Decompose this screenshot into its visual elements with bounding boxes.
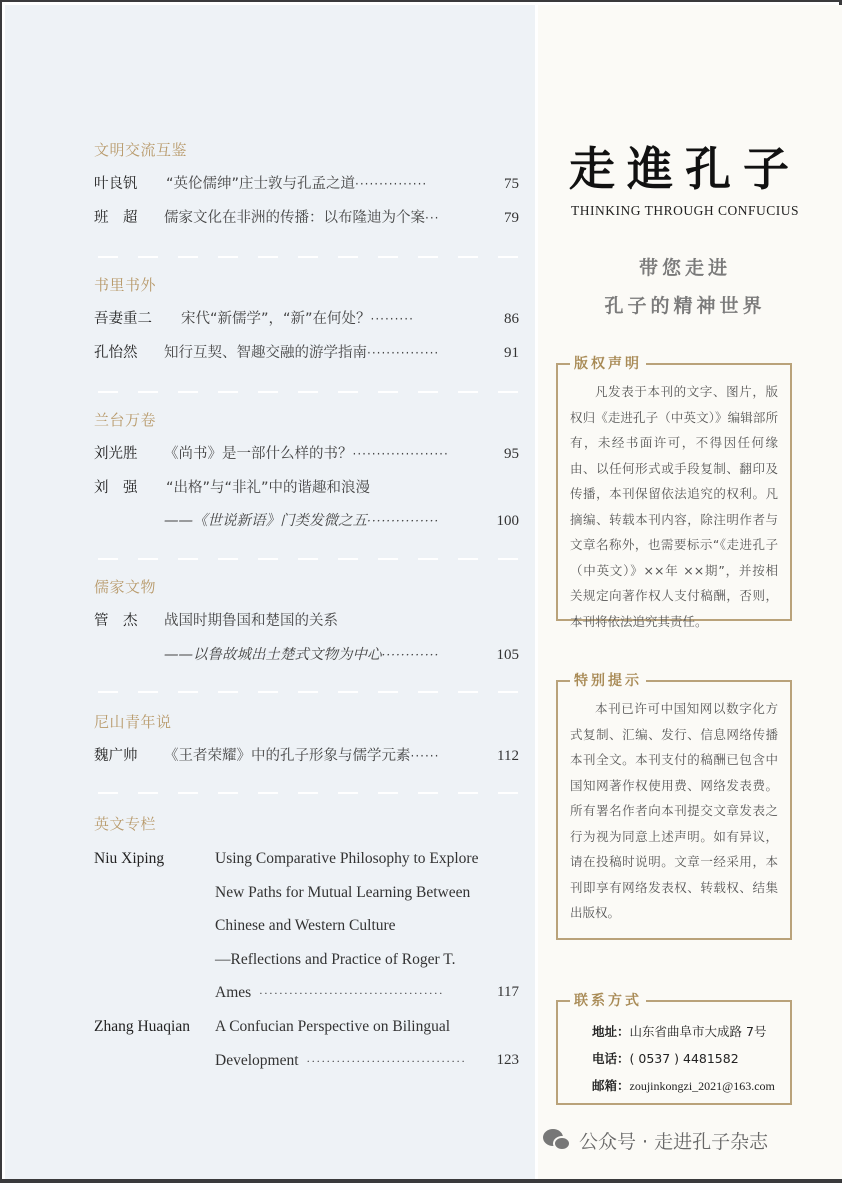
toc-section-english <box>94 812 519 1077</box>
leader-dots: ··············· <box>367 345 440 360</box>
entry-author: 叶良钒 <box>94 176 138 192</box>
leader-dots: ············ <box>381 647 440 662</box>
copyright-text: 凡发表于本刊的文字、图片，版权归《走进孔子（中英文）》编辑部所有，未经书面许可，不得因任何缘由、以任何形式或手段复制、翻印及传播，本刊保留依法追究的权利。凡摘编、转载本刊内容，除注明作者与文章名称外，也需要标示“《走进孔子（中英文）》××年 ××期”，并按相关规定向著作权人支付稿酬，否则，本刊将依法追究其责任。 <box>570 384 778 629</box>
entry-author: Zhang Huaqian <box>94 1017 190 1035</box>
entry-title: 宋代“新儒学”，“新”在何处？········· <box>181 311 414 327</box>
section-title: 儒家文物 <box>94 578 157 596</box>
entry-title: A Confucian Perspective on Bilingual <box>215 1017 451 1035</box>
entry-title: 《尚书》是一部什么样的书？···················· <box>164 446 449 462</box>
entry-title: Ames ····································· <box>215 984 444 1002</box>
entry-title: “出格”与“非礼”中的谐趣和浪漫 <box>166 479 371 496</box>
table-of-contents <box>5 5 530 1179</box>
entry-title: Chinese and Western Culture <box>215 917 396 935</box>
entry-page-number: 112 <box>497 748 519 764</box>
entry-title: Development ································ <box>215 1051 467 1069</box>
toc-section <box>94 273 519 370</box>
toc-entry[interactable] <box>94 202 519 236</box>
entry-page-number: 95 <box>504 446 519 462</box>
entry-page-number: 123 <box>496 1051 519 1068</box>
toc-entry[interactable] <box>94 1010 519 1044</box>
toc-section <box>94 710 519 774</box>
leader-dots: ······ <box>410 749 440 763</box>
section-title: 兰台万卷 <box>94 411 157 429</box>
entry-page-number: 117 <box>497 984 519 1001</box>
entry-title: 儒家文化在非洲的传播：以布隆迪为个案··· <box>164 209 440 226</box>
section-divider <box>98 256 518 258</box>
entry-title: 知行互契、智趣交融的游学指南··············· <box>164 344 440 361</box>
entry-author: 刘 强 <box>94 479 138 496</box>
contact-box <box>556 993 792 1105</box>
leader-dots: ········· <box>370 312 414 326</box>
entry-title: 战国时期鲁国和楚国的关系 <box>164 613 338 629</box>
toc-entry-subtitle[interactable] <box>94 505 519 539</box>
toc-section <box>94 575 519 672</box>
entry-page-number: 79 <box>504 209 519 226</box>
notice-box <box>556 673 792 940</box>
toc-entry-continued[interactable] <box>94 976 519 1010</box>
notice-text: 本刊已许可中国知网以数字化方式复制、汇编、发行、信息网络传播本刊全文。本刊支付的稿酬已包含中国知网著作权使用费、网络发表费。所有署名作者向本刊提交文章发表之行为视为同意上述声明。如有异议，请在投稿时说明。文章一经采用，本刊即享有网络发表权、转载权、结集出版权。 <box>570 701 778 920</box>
toc-entry[interactable] <box>94 740 519 774</box>
toc-entry[interactable] <box>94 337 519 371</box>
entry-page-number: 86 <box>504 311 519 327</box>
section-title: 书里书外 <box>94 276 157 294</box>
entry-author: 刘光胜 <box>94 446 138 462</box>
contact-phone: 电话：( 0537 ) 4481582 <box>592 1051 739 1066</box>
entry-title: —Reflections and Practice of Roger T. <box>215 950 456 968</box>
magazine-logo: 走進孔子 <box>569 142 801 196</box>
toc-entry[interactable] <box>94 303 519 337</box>
entry-title: 《王者荣耀》中的孔子形象与儒学元素······ <box>164 748 440 764</box>
toc-section <box>94 408 519 539</box>
section-divider <box>98 558 518 560</box>
toc-entry-continued[interactable] <box>94 876 519 910</box>
entry-page-number: 75 <box>504 176 519 192</box>
entry-page-number: 100 <box>496 513 519 529</box>
slogan-line-2: 孔子的精神世界 <box>604 295 766 317</box>
toc-entry[interactable] <box>94 438 519 472</box>
leader-dots: ····································· <box>258 986 444 1001</box>
toc-entry[interactable] <box>94 605 519 639</box>
toc-entry[interactable] <box>94 472 519 506</box>
section-divider <box>98 792 518 794</box>
leader-dots: ··· <box>425 210 440 225</box>
magazine-logo-english: THINKING THROUGH CONFUCIUS <box>570 203 799 218</box>
leader-dots: ··············· <box>355 177 428 191</box>
entry-title: Using Comparative Philosophy to Explore <box>215 850 479 867</box>
toc-section <box>94 138 519 235</box>
entry-subtitle: ——《世说新语》门类发微之五··············· <box>164 513 440 529</box>
entry-author: 吾妻重二 <box>94 311 152 327</box>
slogan-line-1: 带您走进 <box>638 257 731 279</box>
entry-author: 孔怡然 <box>94 344 138 361</box>
notice-box-title: 特别提示 <box>570 670 646 692</box>
info-panel <box>535 5 842 1179</box>
toc-entry-continued[interactable] <box>94 909 519 943</box>
entry-author: Niu Xiping <box>94 850 165 867</box>
entry-author: 班 超 <box>94 209 138 226</box>
leader-dots: ···················· <box>352 447 449 461</box>
section-title: 尼山青年说 <box>94 713 172 731</box>
entry-author: 管 杰 <box>94 613 138 629</box>
section-title: 文明交流互鉴 <box>94 141 188 159</box>
copyright-box <box>556 356 792 629</box>
toc-entry[interactable] <box>94 842 519 876</box>
toc-entry-continued[interactable] <box>94 943 519 977</box>
entry-page-number: 105 <box>496 646 519 663</box>
wechat-account-watermark <box>543 1123 842 1157</box>
toc-entry-continued[interactable] <box>94 1044 519 1078</box>
entry-page-number: 91 <box>504 344 519 361</box>
contact-address: 地址：山东省曲阜市大成路 7号 <box>592 1024 767 1039</box>
leader-dots: ··············· <box>367 514 440 528</box>
section-title: 英文专栏 <box>94 815 157 833</box>
contact-box-title: 联系方式 <box>570 990 646 1012</box>
copyright-box-title: 版权声明 <box>570 353 646 375</box>
contact-email[interactable]: 邮箱：zoujinkongzi_2021@163.com <box>592 1078 775 1093</box>
entry-subtitle: ——以鲁故城出土楚式文物为中心············ <box>164 646 440 663</box>
section-divider <box>98 691 518 693</box>
magazine-page <box>2 2 839 1179</box>
entry-author: 魏广帅 <box>94 748 138 764</box>
entry-title: New Paths for Mutual Learning Between <box>215 883 471 901</box>
wechat-icon <box>543 1127 573 1153</box>
toc-entry[interactable] <box>94 168 519 202</box>
toc-entry-subtitle[interactable] <box>94 639 519 673</box>
watermark-text: 公众号 · 走进孔子杂志 <box>579 1130 769 1153</box>
entry-title: “英伦儒绅”庄士敦与孔孟之道··············· <box>166 176 428 192</box>
section-divider <box>98 391 518 393</box>
leader-dots: ································ <box>306 1053 467 1068</box>
